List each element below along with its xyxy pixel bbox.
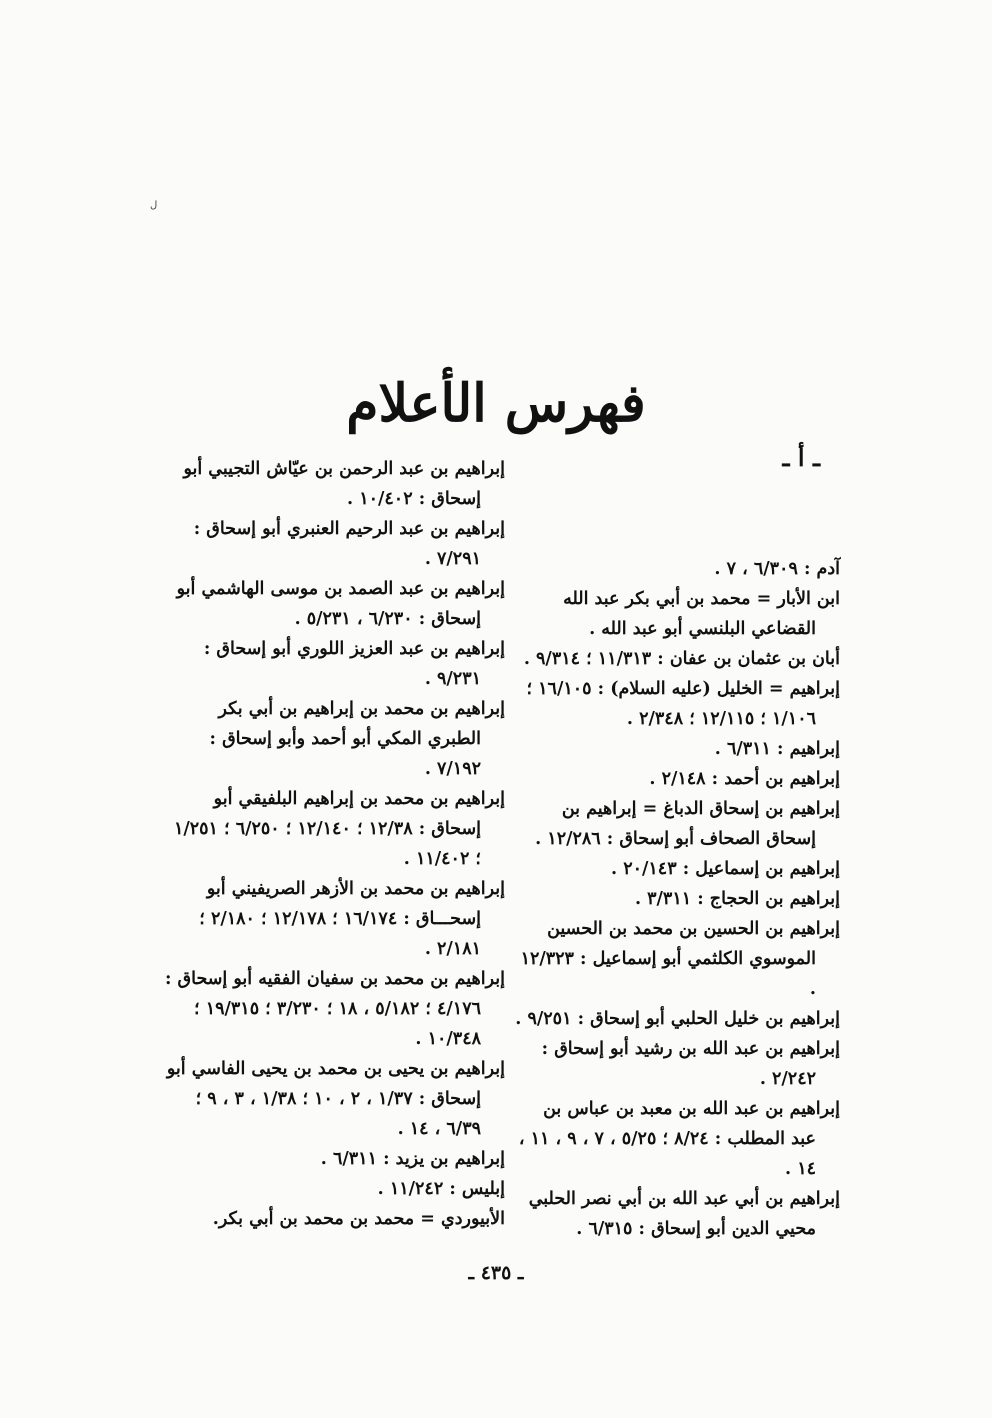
index-entry: إبراهيم بن عبد الله بن رشيد أبو إسحاق : ٢/٢٤٢ .	[541, 1039, 840, 1089]
index-entry: إبراهيم بن خليل الحلبي أبو إسحاق : ٩/٢٥١ .	[515, 1009, 840, 1029]
index-entry: إبراهيم بن عبد الرحمن بن عيّاش التجيبي أبو إسحاق : ١٠/٤٠٢ .	[183, 459, 505, 509]
index-entry: إبراهيم بن محمد بن إبراهيم بن أبي بكر الطبري المكي أبو أحمد وأبو إسحاق : ٧/١٩٢ .	[209, 699, 505, 779]
index-entry: إبراهيم بن محمد بن سفيان الفقيه أبو إسحاق : ٤/١٧٦ ؛ ٥/١٨٢ ، ١٨ ؛ ٣/٢٣٠ ؛ ١٩/٣١٥ ؛ ١٠/٣٤٨ .	[164, 969, 505, 1049]
index-entry: إبراهيم بن عبد الله بن معبد بن عباس بن عبد المطلب : ٨/٢٤ ؛ ٥/٢٥ ، ٧ ، ٩ ، ١١ ، ١٤ .	[518, 1099, 840, 1179]
index-entry: إبراهيم بن عبد الرحيم العنبري أبو إسحاق : ٧/٢٩١ .	[193, 519, 505, 569]
index-entry: إبراهيم بن أبي عبد الله بن أبي نصر الحلبي محيي الدين أبو إسحاق : ٦/٣١٥ .	[528, 1189, 840, 1239]
index-entry: إبراهيم بن يزيد : ٦/٣١١ .	[320, 1149, 505, 1169]
index-entry: الأبيوردي = محمد بن محمد بن أبي بكر.	[212, 1209, 505, 1229]
index-entry: إبراهيم بن الحجاج : ٣/٣١١ .	[634, 889, 840, 909]
page-number: ـ ٤٣٥ ـ	[468, 1262, 524, 1284]
index-entry: إبراهيم بن محمد بن الأزهر الصريفيني أبو إسحـــاق : ١٦/١٧٤ ؛ ١٢/١٧٨ ؛ ٢/١٨٠ ؛ ٢/١٨١ .	[199, 879, 505, 959]
index-column-left	[165, 454, 505, 1234]
index-entry: ابن الأبار = محمد بن أبي بكر عبد الله القضاعي البلنسي أبو عبد الله .	[563, 589, 840, 639]
index-entry: آدم : ٦/٣٠٩ ، ٧ .	[714, 559, 840, 579]
index-entry: إبراهيم : ٦/٣١١ .	[714, 739, 840, 759]
index-entry: إبليس : ١١/٢٤٢ .	[377, 1179, 505, 1199]
index-entry: إبراهيم بن محمد بن إبراهيم البلفيقي أبو إسحاق : ١٢/٣٨ ؛ ١٢/١٤٠ ؛ ٦/٢٥٠ ؛ ١/٢٥١ ؛ ١١/٤٠٢ .	[173, 789, 505, 869]
index-column-right	[515, 440, 840, 1244]
page-speck: ﻝ	[150, 200, 158, 211]
index-entry: إبراهيم بن إسماعيل : ٢٠/١٤٣ .	[611, 859, 840, 879]
index-entry: إبراهيم بن عبد الصمد بن موسى الهاشمي أبو إسحاق : ٦/٢٣٠ ، ٥/٢٣١ .	[176, 579, 505, 629]
page-title: فهرس الأعلام	[346, 372, 646, 434]
index-entry: إبراهيم بن الحسين بن محمد بن الحسين الموسوي الكلثمي أبو إسماعيل : ١٢/٣٢٣ .	[520, 919, 840, 999]
index-entry: أبان بن عثمان بن عفان : ١١/٣١٣ ؛ ٩/٣١٤ .	[523, 649, 840, 669]
index-entry: إبراهيم بن إسحاق الدباغ = إبراهيم بن إسحاق الصحاف أبو إسحاق : ١٢/٢٨٦ .	[535, 799, 840, 849]
index-entry: إبراهيم بن عبد العزيز اللوري أبو إسحاق : ٩/٢٣١ .	[203, 639, 505, 689]
index-entry: إبراهيم بن يحيى بن محمد بن يحيى الفاسي أبو إسحاق : ١/٣٧ ، ٢ ، ١٠ ؛ ١/٣٨ ، ٣ ، ٩ ؛ ٦/٣٩ ، ١٤ .	[166, 1059, 505, 1139]
index-entry: إبراهيم بن أحمد : ٢/١٤٨ .	[649, 769, 840, 789]
index-entry: إبراهيم = الخليل (عليه السلام) : ١٦/١٠٥ ؛ ١/١٠٦ ؛ ١٢/١١٥ ؛ ٢/٣٤٨ .	[526, 679, 840, 729]
section-letter: ـ أ ـ	[782, 443, 820, 472]
